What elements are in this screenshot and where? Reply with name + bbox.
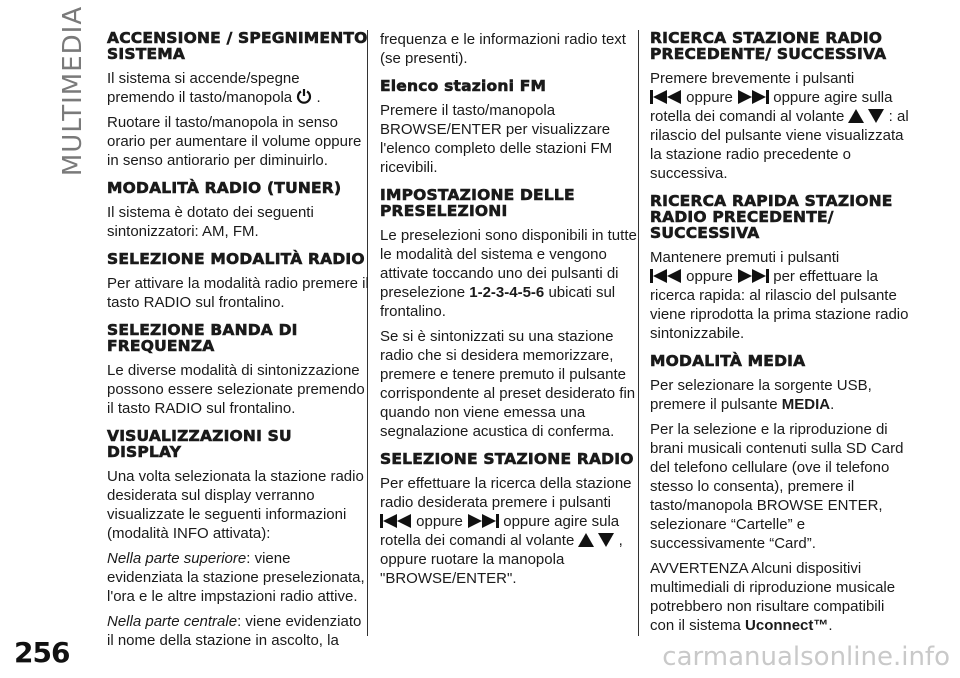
heading-accensione: ACCENSIONE / SPEGNIMENTO SISTEMA [107, 29, 368, 63]
paragraph: Ruotare il tasto/manopola in senso orario per aumentare il volume oppure in senso antiorario per diminuirlo. [107, 114, 362, 169]
column-3 [650, 30, 912, 641]
paragraph: Per selezionare la sorgente USB, premere il pulsante MEDIA. [650, 377, 872, 413]
paragraph: AVVERTENZA Alcuni dispositivi multimediali di riproduzione musicale potrebbero non risultare compatibili con il sistema Uconnect™. [650, 560, 896, 634]
paragraph: Per la selezione e la riproduzione di brani musicali contenuti sulla SD Card del telefono cellulare (ove il telefono stesso lo consenta), premere il tasto/manopola BROWSE ENTER, selezionare “Cartelle” e successivamente “Card”. [650, 421, 904, 552]
column-1 [107, 30, 369, 656]
next-track-icon [737, 90, 769, 104]
paragraph: Premere il tasto/manopola BROWSE/ENTER per visualizzare l'elenco completo delle stazioni FM ricevibili. [380, 102, 613, 176]
section-side-label [48, 5, 96, 186]
previous-track-icon [380, 514, 412, 528]
up-down-arrows-icon [848, 109, 884, 123]
paragraph: Nella parte centrale: viene evidenziato il nome della stazione in ascolto, la [107, 613, 362, 649]
section-title: MULTIMEDIA [58, 5, 89, 177]
heading-ricerca-rapida: RICERCA RAPIDA STAZIONE RADIO PRECEDENTE/ SUCCESSIVA [650, 192, 893, 242]
heading-modalita-radio: MODALITÀ RADIO (TUNER) [107, 179, 342, 197]
heading-modalita-media: MODALITÀ MEDIA [650, 352, 806, 370]
watermark: carmanualsonline.info [662, 642, 950, 672]
previous-track-icon [650, 90, 682, 104]
heading-elenco-stazioni: Elenco stazioni FM [380, 77, 547, 95]
paragraph: Le diverse modalità di sintonizzazione possono essere selezionate premendo il tasto RADIO sul frontalino. [107, 362, 365, 417]
heading-selezione-modalita: SELEZIONE MODALITÀ RADIO [107, 250, 365, 268]
heading-banda-frequenza: SELEZIONE BANDA DI FREQUENZA [107, 321, 298, 355]
paragraph: Mantenere premuti i pulsanti oppure per effettuare la ricerca rapida: al rilascio del pulsante viene riprodotta la prima stazione radio sintonizzabile. [650, 249, 909, 342]
paragraph: Il sistema è dotato dei seguenti sintonizzatori: AM, FM. [107, 204, 314, 240]
heading-visualizzazioni: VISUALIZZAZIONI SU DISPLAY [107, 427, 292, 461]
paragraph: Premere brevemente i pulsanti oppure oppure agire sulla rotella dei comandi al volante : al rilascio del pulsante viene visualizzata la stazione radio precedente o successiva. [650, 70, 909, 182]
previous-track-icon [650, 269, 682, 283]
paragraph: Se si è sintonizzati su una stazione radio che si desidera memorizzare, premere e tenere premuto il pulsante corrispondente al preset desiderato fin quando non viene emessa una segnalazione acustica di conferma. [380, 328, 636, 440]
up-down-arrows-icon [578, 533, 614, 547]
next-track-icon [737, 269, 769, 283]
paragraph: Per effettuare la ricerca della stazione radio desiderata premere i pulsanti oppure oppure agire sula rotella dei comandi al volante , oppure ruotare la manopola "BROWSE/ENTER". [380, 475, 632, 587]
paragraph: Nella parte superiore: viene evidenziata la stazione preselezionata, l'ora e le altre impstazioni radio attive. [107, 550, 365, 605]
heading-preselezioni: IMPOSTAZIONE DELLE PRESELEZIONI [380, 186, 575, 220]
heading-selezione-stazione: SELEZIONE STAZIONE RADIO [380, 450, 634, 468]
paragraph: Una volta selezionata la stazione radio desiderata sul display verranno visualizzate le seguenti informazioni (modalità INFO attivata): [107, 468, 364, 542]
paragraph: Il sistema si accende/spegne premendo il tasto/manopola . [107, 70, 321, 106]
column-2 [380, 30, 642, 594]
next-track-icon [467, 514, 499, 528]
heading-ricerca-stazione: RICERCA STAZIONE RADIO PRECEDENTE/ SUCCESSIVA [650, 29, 887, 63]
paragraph: Per attivare la modalità radio premere il tasto RADIO sul frontalino. [107, 275, 369, 311]
paragraph: frequenza e le informazioni radio text (se presenti). [380, 31, 626, 67]
power-icon [296, 88, 312, 104]
paragraph: Le preselezioni sono disponibili in tutte le modalità del sistema e vengono attivate toccando uno dei pulsanti di preselezione 1-2-3-4-5-6 ubicati sul frontalino. [380, 227, 637, 320]
page-number: 256 [14, 636, 70, 669]
